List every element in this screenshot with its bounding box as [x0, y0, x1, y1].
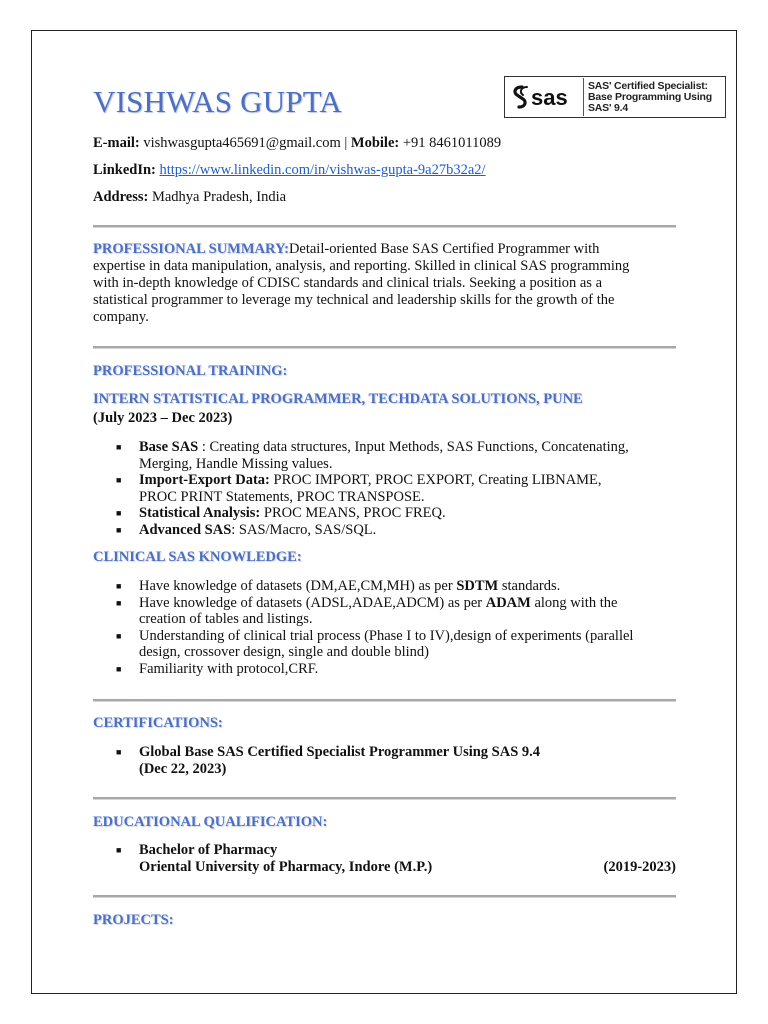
skill-name: Base SAS: [139, 439, 199, 455]
svg-text:sas: sas: [531, 85, 568, 110]
square-bullet-icon: ■: [116, 475, 122, 486]
logo-line: SAS' Certified Specialist:: [588, 79, 708, 92]
degree: Bachelor of Pharmacy: [139, 842, 278, 858]
item-text: Familiarity with protocol,CRF.: [139, 660, 319, 677]
summary-line: with in-depth knowledge of CDISC standards and clinical trials. Seeking a position as a: [93, 275, 603, 291]
item-text: along with the: [530, 594, 618, 611]
list-item: [116, 505, 676, 522]
summary-line: statistical programmer to leverage my technical and leadership skills for the growth of the: [93, 292, 615, 308]
list-item: [116, 628, 676, 661]
professional-summary: [93, 241, 673, 326]
square-bullet-icon: ■: [116, 581, 122, 591]
list-item: [116, 595, 676, 628]
square-bullet-icon: ■: [116, 442, 122, 452]
sas-certification-logo: [504, 76, 726, 118]
address-line: [93, 188, 286, 206]
mobile-value: +91 8461011089: [402, 135, 502, 151]
square-bullet-icon: ■: [116, 630, 122, 641]
candidate-name: VISHWAS GUPTA: [93, 84, 342, 119]
square-bullet-icon: ■: [116, 508, 122, 519]
contact-line: [93, 134, 501, 152]
section-divider: [93, 225, 676, 228]
summary-line: Detail-oriented Base SAS Certified Programmer with: [288, 241, 600, 257]
list-item: [116, 578, 676, 595]
training-skills-list: [116, 439, 676, 539]
list-item: [116, 522, 676, 539]
list-item: [116, 842, 676, 875]
section-divider: [93, 346, 676, 349]
linkedin-line: [93, 161, 486, 179]
sas-logo-icon: [505, 78, 584, 116]
sas-certification-text: [584, 81, 725, 114]
education-list: [116, 842, 676, 875]
square-bullet-icon: ■: [116, 845, 122, 855]
email-value[interactable]: vishwasgupta465691@gmail.com: [143, 135, 341, 151]
institution: Oriental University of Pharmacy, Indore (M.P.): [139, 858, 433, 875]
skill-detail-cont: PROC PRINT Statements, PROC TRANSPOSE.: [139, 488, 425, 505]
address-value: Madhya Pradesh, India: [151, 189, 287, 205]
square-bullet-icon: ■: [116, 663, 122, 674]
item-text: Have knowledge of datasets (DM,AE,CM,MH) as per: [139, 578, 457, 594]
skill-detail: : SAS/Macro, SAS/SQL.: [231, 521, 377, 538]
section-divider: [93, 797, 676, 800]
projects-heading: PROJECTS:: [93, 912, 174, 928]
summary-heading: PROFESSIONAL SUMMARY:: [93, 241, 289, 257]
item-bold: SDTM: [456, 578, 499, 594]
skill-detail: : Creating data structures, Input Methods, SAS Functions, Concatenating,: [198, 439, 629, 455]
email-label: E-mail:: [93, 135, 140, 151]
list-item: [116, 744, 676, 777]
square-bullet-icon: ■: [116, 597, 122, 608]
training-role: INTERN STATISTICAL PROGRAMMER, TECHDATA SOLUTIONS, PUNE: [93, 391, 583, 407]
item-text-cont: design, crossover design, single and double blind): [139, 644, 429, 661]
skill-name: Import-Export Data:: [139, 472, 270, 489]
training-heading: PROFESSIONAL TRAINING:: [93, 363, 288, 379]
square-bullet-icon: ■: [116, 524, 122, 535]
clinical-heading: CLINICAL SAS KNOWLEDGE:: [93, 549, 302, 565]
list-item: [116, 661, 676, 678]
summary-line: expertise in data manipulation, analysis, and reporting. Skilled in clinical SAS programming: [93, 258, 630, 274]
linkedin-label: LinkedIn:: [93, 162, 156, 178]
skill-detail-cont: Merging, Handle Missing values.: [139, 455, 333, 472]
certification-title: Global Base SAS Certified Specialist Programmer Using SAS 9.4: [139, 744, 541, 760]
certifications-heading: CERTIFICATIONS:: [93, 715, 223, 731]
separator: |: [344, 135, 348, 151]
section-divider: [93, 895, 676, 898]
education-heading: EDUCATIONAL QUALIFICATION:: [93, 814, 328, 830]
certifications-list: [116, 744, 676, 777]
list-item: [116, 439, 676, 472]
item-text: standards.: [498, 578, 561, 594]
item-text: Understanding of clinical trial process (Phase I to IV),design of experiments (parallel: [139, 627, 634, 644]
logo-line: SAS' 9.4: [588, 101, 629, 114]
address-label: Address:: [93, 189, 149, 205]
skill-name: Advanced SAS: [139, 521, 232, 538]
item-text: Have knowledge of datasets (ADSL,ADAE,ADCM) as per: [139, 594, 486, 611]
skill-detail: PROC IMPORT, PROC EXPORT, Creating LIBNAME,: [269, 472, 602, 489]
education-years: (2019-2023): [603, 858, 676, 875]
mobile-label: Mobile:: [350, 135, 400, 151]
logo-line: Base Programming Using: [588, 90, 712, 103]
linkedin-link[interactable]: https://www.linkedin.com/in/vishwas-gupta-9a27b32a2/: [159, 162, 486, 178]
list-item: [116, 472, 676, 505]
item-bold: ADAM: [485, 594, 531, 611]
clinical-knowledge-list: [116, 578, 676, 678]
skill-name: Statistical Analysis:: [139, 505, 261, 522]
certification-date: (Dec 22, 2023): [139, 760, 227, 777]
item-text-cont: creation of tables and listings.: [139, 611, 313, 628]
skill-detail: PROC MEANS, PROC FREQ.: [260, 505, 446, 522]
training-dates: (July 2023 – Dec 2023): [93, 410, 233, 426]
section-divider: [93, 699, 676, 702]
summary-line: company.: [93, 309, 149, 325]
square-bullet-icon: ■: [116, 747, 122, 757]
